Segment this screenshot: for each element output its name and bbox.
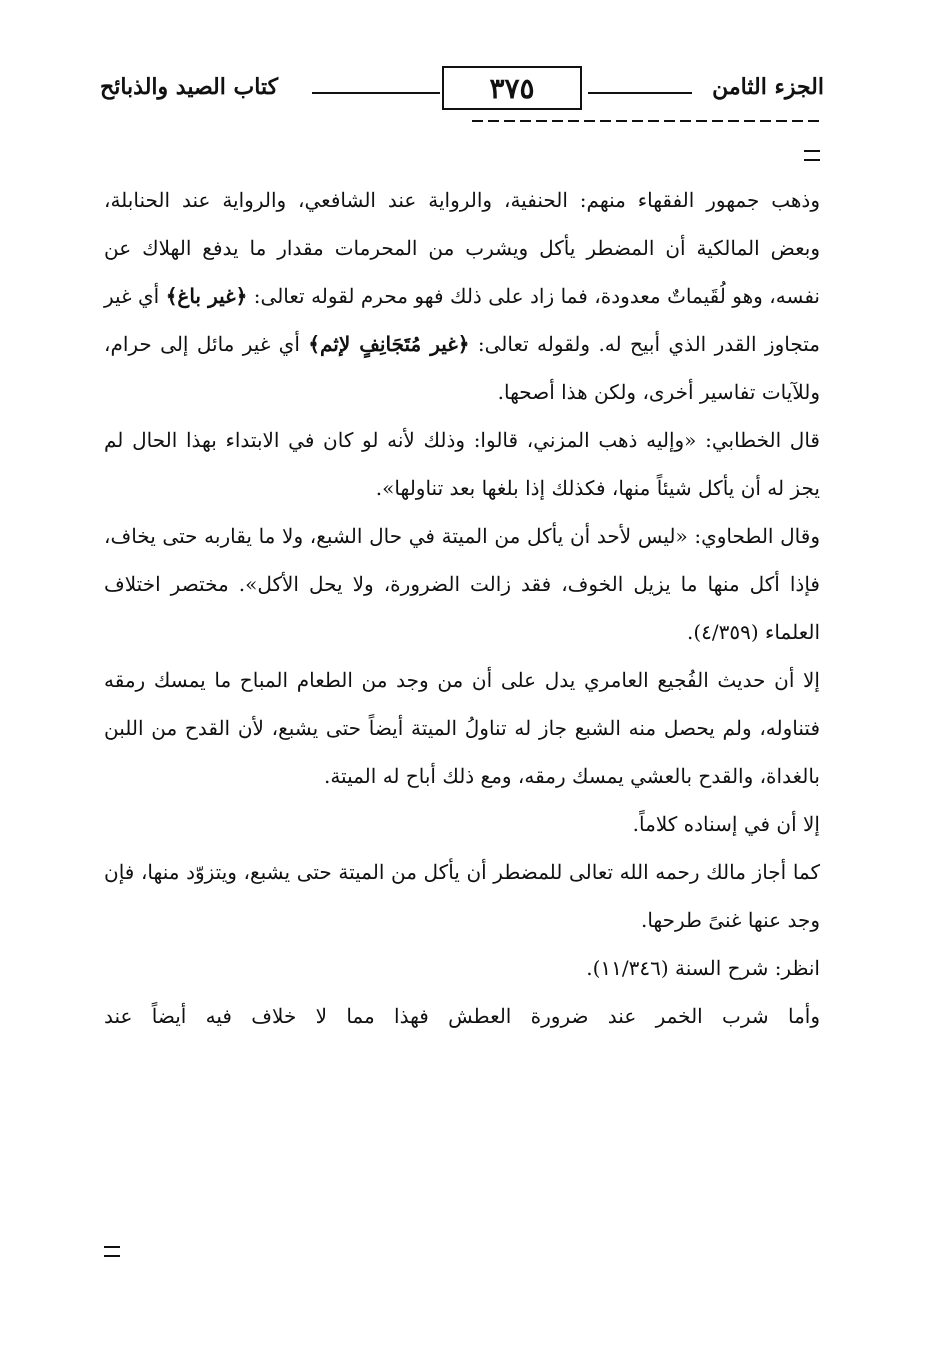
text-segment: أي غير متجاوز القدر الذي أبيح له. ولقوله تعالى: [104,284,820,356]
header-rule-left [312,92,440,94]
continuation-mark-bottom [104,1246,120,1257]
paragraph [104,656,820,800]
page-body [104,176,820,1040]
text-segment: انظر: شرح السنة (١١/٣٤٦). [586,956,820,980]
paragraph [104,992,820,1040]
paragraph [104,176,820,416]
paragraph [104,800,820,848]
quran-quote: ﴿غير باغ﴾ [165,284,248,308]
text-segment: وأما شرب الخمر عند ضرورة العطش فهذا مما لا خلاف فيه أيضاً عند [104,1004,820,1028]
paragraph [104,512,820,656]
paragraph [104,848,820,944]
header-rule-right [588,92,692,94]
paragraph [104,416,820,512]
text-segment: إلا أن حديث الفُجيع العامري يدل على أن من وجد من الطعام المباح ما يمسك رمقه فتناوله، ولم يحصل منه الشبع جاز له تناولُ الميتة أيضاً حتى يشبع، لأن القدح من اللبن بالغداة، والقدح بالعشي يمسك رمقه، ومع ذلك أباح له الميتة. [104,668,820,788]
dashed-separator [472,120,824,122]
continuation-mark-top [804,150,820,161]
page-header [100,66,824,116]
text-segment: أي غير مائل إلى حرام، وللآيات تفاسير أخرى، ولكن هذا أصحها. [104,332,820,404]
page-number: ٣٧٥ [489,71,535,105]
text-segment: كما أجاز مالك رحمه الله تعالى للمضطر أن يأكل من الميتة حتى يشبع، ويتزوّد منها، فإن وجد عنها غنىً طرحها. [104,860,820,932]
text-segment: وقال الطحاوي: «ليس لأحد أن يأكل من الميتة في حال الشبع، ولا ما يقاربه حتى يخاف، فإذا أكل منها ما يزيل الخوف، فقد زالت الضرورة، ولا يحل الأكل». مختصر اختلاف العلماء (٤/٣٥٩). [104,524,820,644]
paragraph [104,944,820,992]
text-segment: إلا أن في إسناده كلاماً. [632,812,820,836]
text-segment: قال الخطابي: «وإليه ذهب المزني، قالوا: وذلك لأنه لو كان في الابتداء بهذا الحال لم يجز له أن يأكل شيئاً منها، فكذلك إذا بلغها بعد تناولها». [104,428,820,500]
quran-quote: ﴿غير مُتَجَانِفٍ لإثم﴾ [308,332,470,356]
part-title: الجزء الثامن [712,74,824,100]
book-title: كتاب الصيد والذبائح [100,74,279,100]
page-number-box [442,66,582,110]
text-segment: وذهب جمهور الفقهاء منهم: الحنفية، والرواية عند الشافعي، والرواية عند الحنابلة، وبعض المالكية أن المضطر يأكل ويشرب من المحرمات مقدار ما يدفع الهلاك عن نفسه، وهو لُقَيماتٌ معدودة، فما زاد على ذلك فهو محرم لقوله تعالى: [104,188,820,308]
